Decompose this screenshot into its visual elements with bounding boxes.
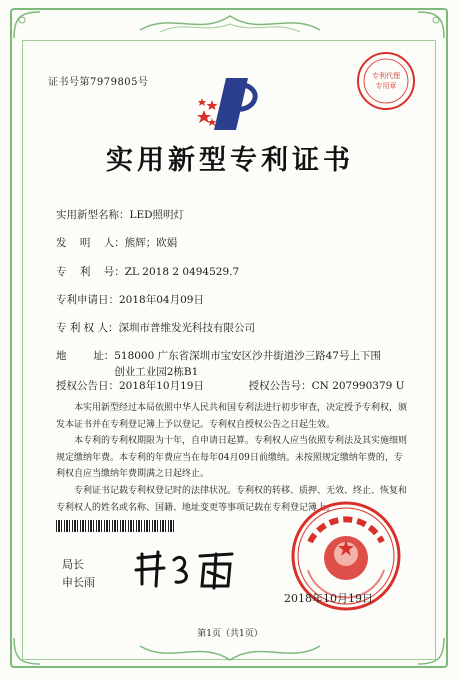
body-paragraph-2: 本专利的专利权期限为十年，自申请日起算。专利权人应当依照专利法及其实施细则规定缴纳年费。本专利的年费应当在每年04月09日前缴纳。未按照规定缴纳年费的，专利权自应当缴纳年费期满之日起终止。 [56,436,408,479]
address-label: 地 址： [56,350,115,362]
certificate-title: 实用新型专利证书 [106,145,354,176]
grant-date-value: 2018年10月19日 [119,380,204,392]
body-paragraph-3: 专利证书记载专利权登记时的法律状况。专利权的转移、质押、无效、终止、恢复和专利权人的姓名或名称、国籍、地址变更等事项记载在专利登记簿上。 [56,486,408,513]
address-value [114,348,381,380]
bottom-ornament [130,640,330,666]
patent-number-value: ZL 2018 2 0494529.7 [124,266,240,278]
patentee-value: 深圳市普维发光科技有限公司 [118,322,256,334]
grant-date-row [56,378,405,393]
grant-number-value: CN 207990379 U [311,380,405,392]
inventor-row [56,235,177,250]
address-line-1: 518000 广东省深圳市宝安区沙井街道沙三路47号上下围 [114,350,381,362]
barcode [56,520,176,532]
corner-ornament-icon [10,8,46,44]
svg-text:专用章: 专用章 [375,82,397,90]
inventor-label: 发 明 人： [56,237,125,249]
inventor-value: 熊辉；欧娟 [124,237,178,249]
address-line-2: 创业工业园2栋B1 [114,366,199,378]
svg-text:专利代理: 专利代理 [372,72,400,80]
utility-model-name-row [56,207,184,222]
director-title: 局长 [62,558,84,571]
address-row [56,348,381,380]
seal-date: 2018年10月19日 [284,592,373,605]
grant-number-label: 授权公告号： [248,380,312,392]
agency-seal-icon [355,50,417,112]
page-number: 第1页（共1页） [197,629,263,639]
patent-office-emblem-icon [196,70,266,140]
certificate-number: 证书号第7979805号 [48,77,149,88]
filing-date-label: 专利申请日： [56,294,119,306]
corner-ornament-icon [412,8,448,44]
patentee-row [56,320,255,335]
utility-model-name-value: LED照明灯 [129,209,185,221]
director-name: 申长雨 [62,576,95,589]
grant-date-label: 授权公告日： [56,380,119,392]
filing-date-row [56,292,204,307]
patent-number-label: 专 利 号： [56,266,125,278]
director-signature-icon [130,542,240,596]
patentee-label: 专 利 权 人： [56,322,119,334]
patent-number-row [56,264,239,279]
utility-model-name-label: 实用新型名称： [56,209,130,221]
top-ornament [130,10,330,38]
filing-date-value: 2018年04月09日 [119,294,204,306]
body-paragraph-1: 本实用新型经过本局依照中华人民共和国专利法进行初步审查，决定授予专利权，颁发本证书并在专利登记簿上予以登记。专利权自授权公告之日起生效。 [56,403,408,430]
